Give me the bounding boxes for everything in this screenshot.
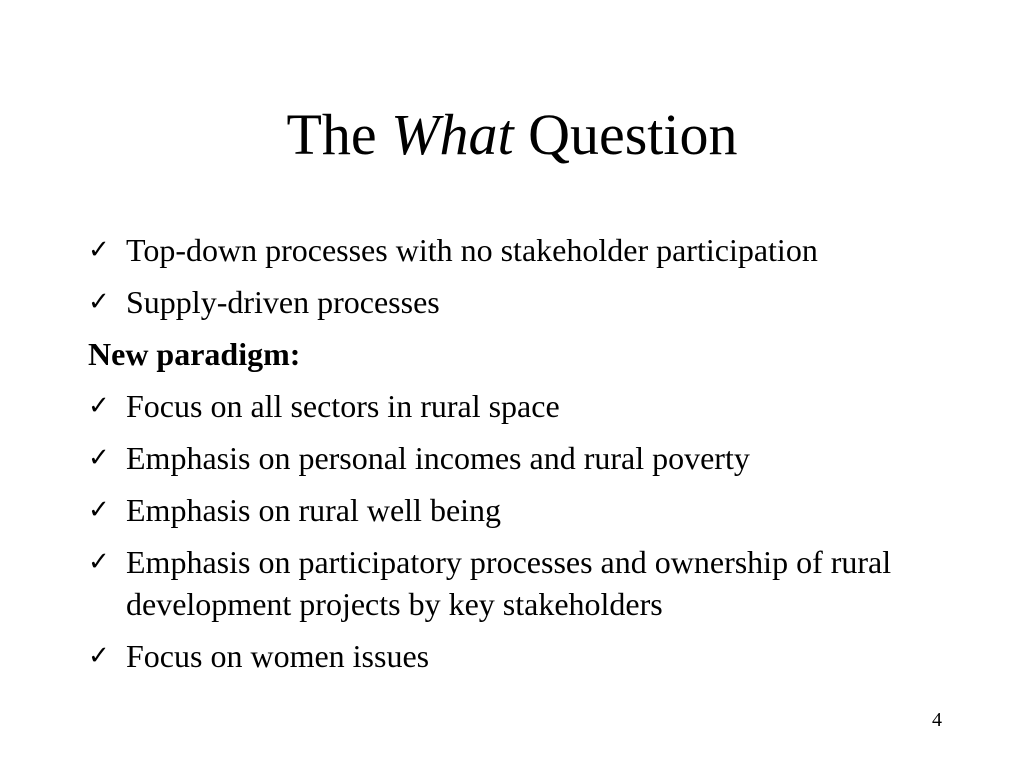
check-icon: ✓ [88, 235, 110, 265]
bullet-item [88, 281, 918, 323]
bullet-item [88, 541, 918, 625]
slide-body [88, 229, 918, 687]
check-icon: ✓ [88, 287, 110, 317]
bullet-text: Focus on all sectors in rural space [126, 388, 560, 424]
check-icon: ✓ [88, 641, 110, 671]
bullet-item [88, 489, 918, 531]
bullet-item [88, 385, 918, 427]
section-heading: New paradigm: [88, 336, 301, 372]
check-icon: ✓ [88, 547, 110, 577]
check-icon: ✓ [88, 391, 110, 421]
check-icon: ✓ [88, 443, 110, 473]
bullet-text: Emphasis on personal incomes and rural poverty [126, 440, 750, 476]
page-number: 4 [932, 709, 942, 731]
bullet-text: Focus on women issues [126, 638, 430, 674]
bullet-item [88, 635, 918, 677]
bullet-text: Emphasis on rural well being [126, 492, 502, 528]
title-suffix: Question [513, 102, 738, 167]
bullet-item [88, 437, 918, 479]
slide-title [0, 102, 1024, 168]
check-icon: ✓ [88, 495, 110, 525]
bullet-text: Supply-driven processes [126, 284, 440, 320]
title-prefix: The [286, 102, 392, 167]
bullet-text: Emphasis on participatory processes and ownership of rural development projects by key stakeholders [126, 544, 892, 622]
bullet-item [88, 229, 918, 271]
title-emphasis: What [391, 102, 514, 167]
bullet-text: Top-down processes with no stakeholder participation [126, 232, 818, 268]
